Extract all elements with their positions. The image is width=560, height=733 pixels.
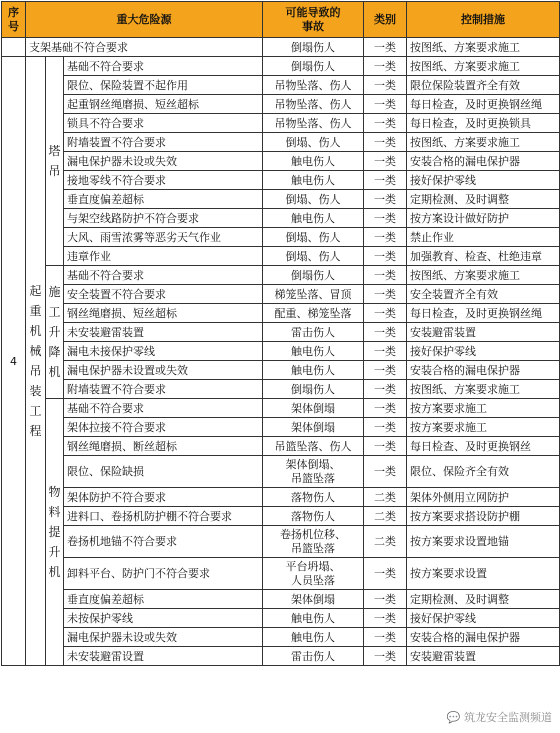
hazard-cell: 起重钢丝绳磨损、短丝超标 [64,95,263,114]
accident-cell: 倒塌、伤人 [263,228,364,247]
control-cell: 接好保护零线 [407,609,560,628]
hazard-cell: 未安装避雷设置 [64,647,263,666]
subgroup-label-char: 机 [48,565,61,579]
hazard-cell: 附墙装置不符合要求 [64,380,263,399]
hazard-cell: 支架基础不符合要求 [26,38,263,57]
table-row [2,342,560,361]
header-accident-line1: 可能导致的 [285,5,341,19]
table-row [2,57,560,76]
category-cell: 一类 [364,76,407,95]
accident-cell: 倒塌伤人 [263,380,364,399]
control-cell: 每日检查，及时更换锁具 [407,114,560,133]
accident-cell: 平台坍塌、 人员坠落 [263,558,364,590]
table-row [2,304,560,323]
control-cell: 按方案要求设置 [407,558,560,590]
group-label-char: 械 [29,344,42,358]
hazard-cell: 基础不符合要求 [64,266,263,285]
watermark-text: 筑龙安全监测频道 [464,711,552,724]
group-label-char: 起 [29,284,42,298]
wechat-icon: 💬 [446,711,461,724]
header-row [2,2,560,38]
control-cell: 架体外侧用立网防护 [407,488,560,507]
accident-cell: 架体倒塌 [263,399,364,418]
header-control: 控制措施 [407,2,560,38]
category-cell: 二类 [364,507,407,526]
control-cell: 定期检测、及时调整 [407,590,560,609]
hazard-cell: 安全装置不符合要求 [64,285,263,304]
header-seq: 序号 [2,2,26,38]
seq-cell [2,38,26,57]
control-cell: 每日检查，及时更换钢丝绳 [407,304,560,323]
group-label-char: 装 [29,384,42,398]
table-row [2,266,560,285]
group-number-cell: 4 [2,57,26,666]
hazard-cell: 违章作业 [64,247,263,266]
table-row [2,456,560,488]
subgroup-label-cell [46,57,64,266]
control-cell: 按图纸、方案要求施工 [407,57,560,76]
accident-cell: 卷扬机位移、 吊篮坠落 [263,526,364,558]
table-row [2,38,560,57]
table-row [2,647,560,666]
accident-cell: 触电伤人 [263,342,364,361]
accident-cell: 吊物坠落、伤人 [263,95,364,114]
accident-cell: 架体倒塌 [263,418,364,437]
hazard-cell: 未安装避雷装置 [64,323,263,342]
accident-cell: 倒塌、伤人 [263,190,364,209]
hazard-cell: 垂直度偏差超标 [64,190,263,209]
hazard-cell: 基础不符合要求 [64,399,263,418]
header-accident-line2: 事故 [302,19,324,33]
category-cell: 一类 [364,133,407,152]
group-label-char: 吊 [29,364,42,378]
hazard-cell: 漏电保护器未设或失效 [64,628,263,647]
hazard-cell: 大风、雨雪浓雾等恶劣天气作业 [64,228,263,247]
table-row [2,171,560,190]
hazard-cell: 锁具不符合要求 [64,114,263,133]
hazard-cell: 钢丝绳磨损、短丝超标 [64,304,263,323]
category-cell: 一类 [364,171,407,190]
table-row [2,488,560,507]
control-cell: 安装避雷装置 [407,323,560,342]
subgroup-label-char: 提 [48,525,61,539]
accident-cell: 架体倒塌 [263,590,364,609]
table-row [2,247,560,266]
table-row [2,285,560,304]
control-cell: 加强教育、检查、杜绝违章 [407,247,560,266]
category-cell: 一类 [364,558,407,590]
control-cell: 安装合格的漏电保护器 [407,628,560,647]
subgroup-label-char: 工 [48,305,61,319]
control-cell: 安装合格的漏电保护器 [407,152,560,171]
subgroup-label-char: 机 [48,365,61,379]
table-row [2,437,560,456]
subgroup-label-cell [46,266,64,399]
hazard-cell: 接地零线不符合要求 [64,171,263,190]
control-cell: 按方案设计做好防护 [407,209,560,228]
accident-cell: 落物伤人 [263,507,364,526]
accident-cell: 吊物坠落、伤人 [263,114,364,133]
hazard-cell: 附墙装置不符合要求 [64,133,263,152]
category-cell: 一类 [364,190,407,209]
header-hazard: 重大危险源 [26,2,263,38]
table-row [2,361,560,380]
hazard-table [1,1,560,666]
control-cell: 按方案要求设置地锚 [407,526,560,558]
accident-cell: 倒塌、伤人 [263,133,364,152]
accident-cell: 倒塌伤人 [263,266,364,285]
table-row [2,133,560,152]
accident-cell: 雷击伤人 [263,323,364,342]
category-cell: 一类 [364,285,407,304]
group-label-char: 重 [29,304,42,318]
hazard-cell: 基础不符合要求 [64,57,263,76]
table-row [2,399,560,418]
subgroup-label-char: 料 [48,505,61,519]
category-cell: 二类 [364,488,407,507]
accident-cell: 架体倒塌、 吊篮坠落 [263,456,364,488]
group-label-char: 机 [29,324,42,338]
accident-cell: 触电伤人 [263,171,364,190]
category-cell: 一类 [364,628,407,647]
category-cell: 一类 [364,361,407,380]
category-cell: 一类 [364,647,407,666]
group-label-char: 工 [29,404,42,418]
control-cell: 安全装置齐全有效 [407,285,560,304]
accident-cell: 吊物坠落、伤人 [263,76,364,95]
category-cell: 一类 [364,609,407,628]
control-cell: 按图纸、方案要求施工 [407,380,560,399]
hazard-cell: 限位、保险缺损 [64,456,263,488]
hazard-cell: 钢丝绳磨损、断丝超标 [64,437,263,456]
hazard-cell: 垂直度偏差超标 [64,590,263,609]
table-row [2,507,560,526]
group-label-cell [26,57,46,666]
accident-cell: 吊篮坠落、伤人 [263,437,364,456]
table-row [2,380,560,399]
control-cell: 接好保护零线 [407,342,560,361]
control-cell: 按方案要求施工 [407,399,560,418]
control-cell: 每日检查、及时更换钢丝 [407,437,560,456]
subgroup-label-cell [46,399,64,666]
control-cell: 接好保护零线 [407,171,560,190]
accident-cell: 触电伤人 [263,609,364,628]
control-cell: 限位保险装置齐全有效 [407,76,560,95]
category-cell: 一类 [364,399,407,418]
hazard-cell: 与架空线路防护不符合要求 [64,209,263,228]
watermark [447,709,552,725]
control-cell: 按图纸、方案要求施工 [407,38,560,57]
control-cell: 按图纸、方案要求施工 [407,133,560,152]
control-cell: 每日检查，及时更换钢丝绳 [407,95,560,114]
subgroup-label-char: 降 [48,345,61,359]
control-cell: 按图纸、方案要求施工 [407,266,560,285]
category-cell: 一类 [364,95,407,114]
subgroup-label-char: 物 [48,485,61,499]
hazard-cell: 架体拉接不符合要求 [64,418,263,437]
accident-cell: 配重、梯笼坠落 [263,304,364,323]
table-row [2,95,560,114]
hazard-cell: 限位、保险装置不起作用 [64,76,263,95]
hazard-cell: 漏电保护器未设或失效 [64,152,263,171]
hazard-cell: 进料口、卷扬机防护棚不符合要求 [64,507,263,526]
control-cell: 按方案要求搭设防护棚 [407,507,560,526]
control-cell: 定期检测、及时调整 [407,190,560,209]
category-cell: 一类 [364,590,407,609]
table-row [2,76,560,95]
category-cell: 一类 [364,342,407,361]
category-cell: 一类 [364,380,407,399]
header-accident [263,2,364,38]
hazard-cell: 架体防护不符合要求 [64,488,263,507]
subgroup-label-char: 施 [48,285,61,299]
table-row [2,323,560,342]
subgroup-label-char: 升 [48,325,61,339]
table-row [2,228,560,247]
category-cell: 一类 [364,152,407,171]
table-row [2,609,560,628]
accident-cell: 倒塌、伤人 [263,247,364,266]
accident-cell: 倒塌伤人 [263,57,364,76]
table-row [2,526,560,558]
accident-cell: 倒塌伤人 [263,38,364,57]
accident-cell: 梯笼坠落、冒顶 [263,285,364,304]
table-row [2,152,560,171]
category-cell: 一类 [364,266,407,285]
table-row [2,418,560,437]
control-cell: 禁止作业 [407,228,560,247]
category-cell: 一类 [364,418,407,437]
accident-cell: 触电伤人 [263,361,364,380]
accident-cell: 雷击伤人 [263,647,364,666]
hazard-cell: 未按保护零线 [64,609,263,628]
control-cell: 安装合格的漏电保护器 [407,361,560,380]
category-cell: 一类 [364,209,407,228]
control-cell: 安装避雷装置 [407,647,560,666]
hazard-cell: 卷扬机地锚不符合要求 [64,526,263,558]
accident-cell: 触电伤人 [263,152,364,171]
table-row [2,190,560,209]
accident-cell: 落物伤人 [263,488,364,507]
header-category: 类别 [364,2,407,38]
category-cell: 一类 [364,114,407,133]
control-cell: 按方案要求施工 [407,418,560,437]
accident-cell: 触电伤人 [263,209,364,228]
group-label-char: 程 [29,424,42,438]
category-cell: 一类 [364,437,407,456]
control-cell: 限位、保险齐全有效 [407,456,560,488]
table-row [2,209,560,228]
category-cell: 二类 [364,526,407,558]
table-row [2,558,560,590]
hazard-cell: 漏电保护器未设置或失效 [64,361,263,380]
category-cell: 一类 [364,228,407,247]
category-cell: 一类 [364,57,407,76]
accident-cell: 触电伤人 [263,628,364,647]
subgroup-label-char: 塔 [48,144,61,158]
category-cell: 一类 [364,304,407,323]
category-cell: 一类 [364,456,407,488]
table-row [2,590,560,609]
hazard-cell: 卸料平台、防护门不符合要求 [64,558,263,590]
subgroup-label-char: 吊 [48,164,61,178]
category-cell: 一类 [364,247,407,266]
category-cell: 一类 [364,323,407,342]
table-row [2,628,560,647]
subgroup-label-char: 升 [48,545,61,559]
hazard-cell: 漏电未接保护零线 [64,342,263,361]
category-cell: 一类 [364,38,407,57]
table-row [2,114,560,133]
